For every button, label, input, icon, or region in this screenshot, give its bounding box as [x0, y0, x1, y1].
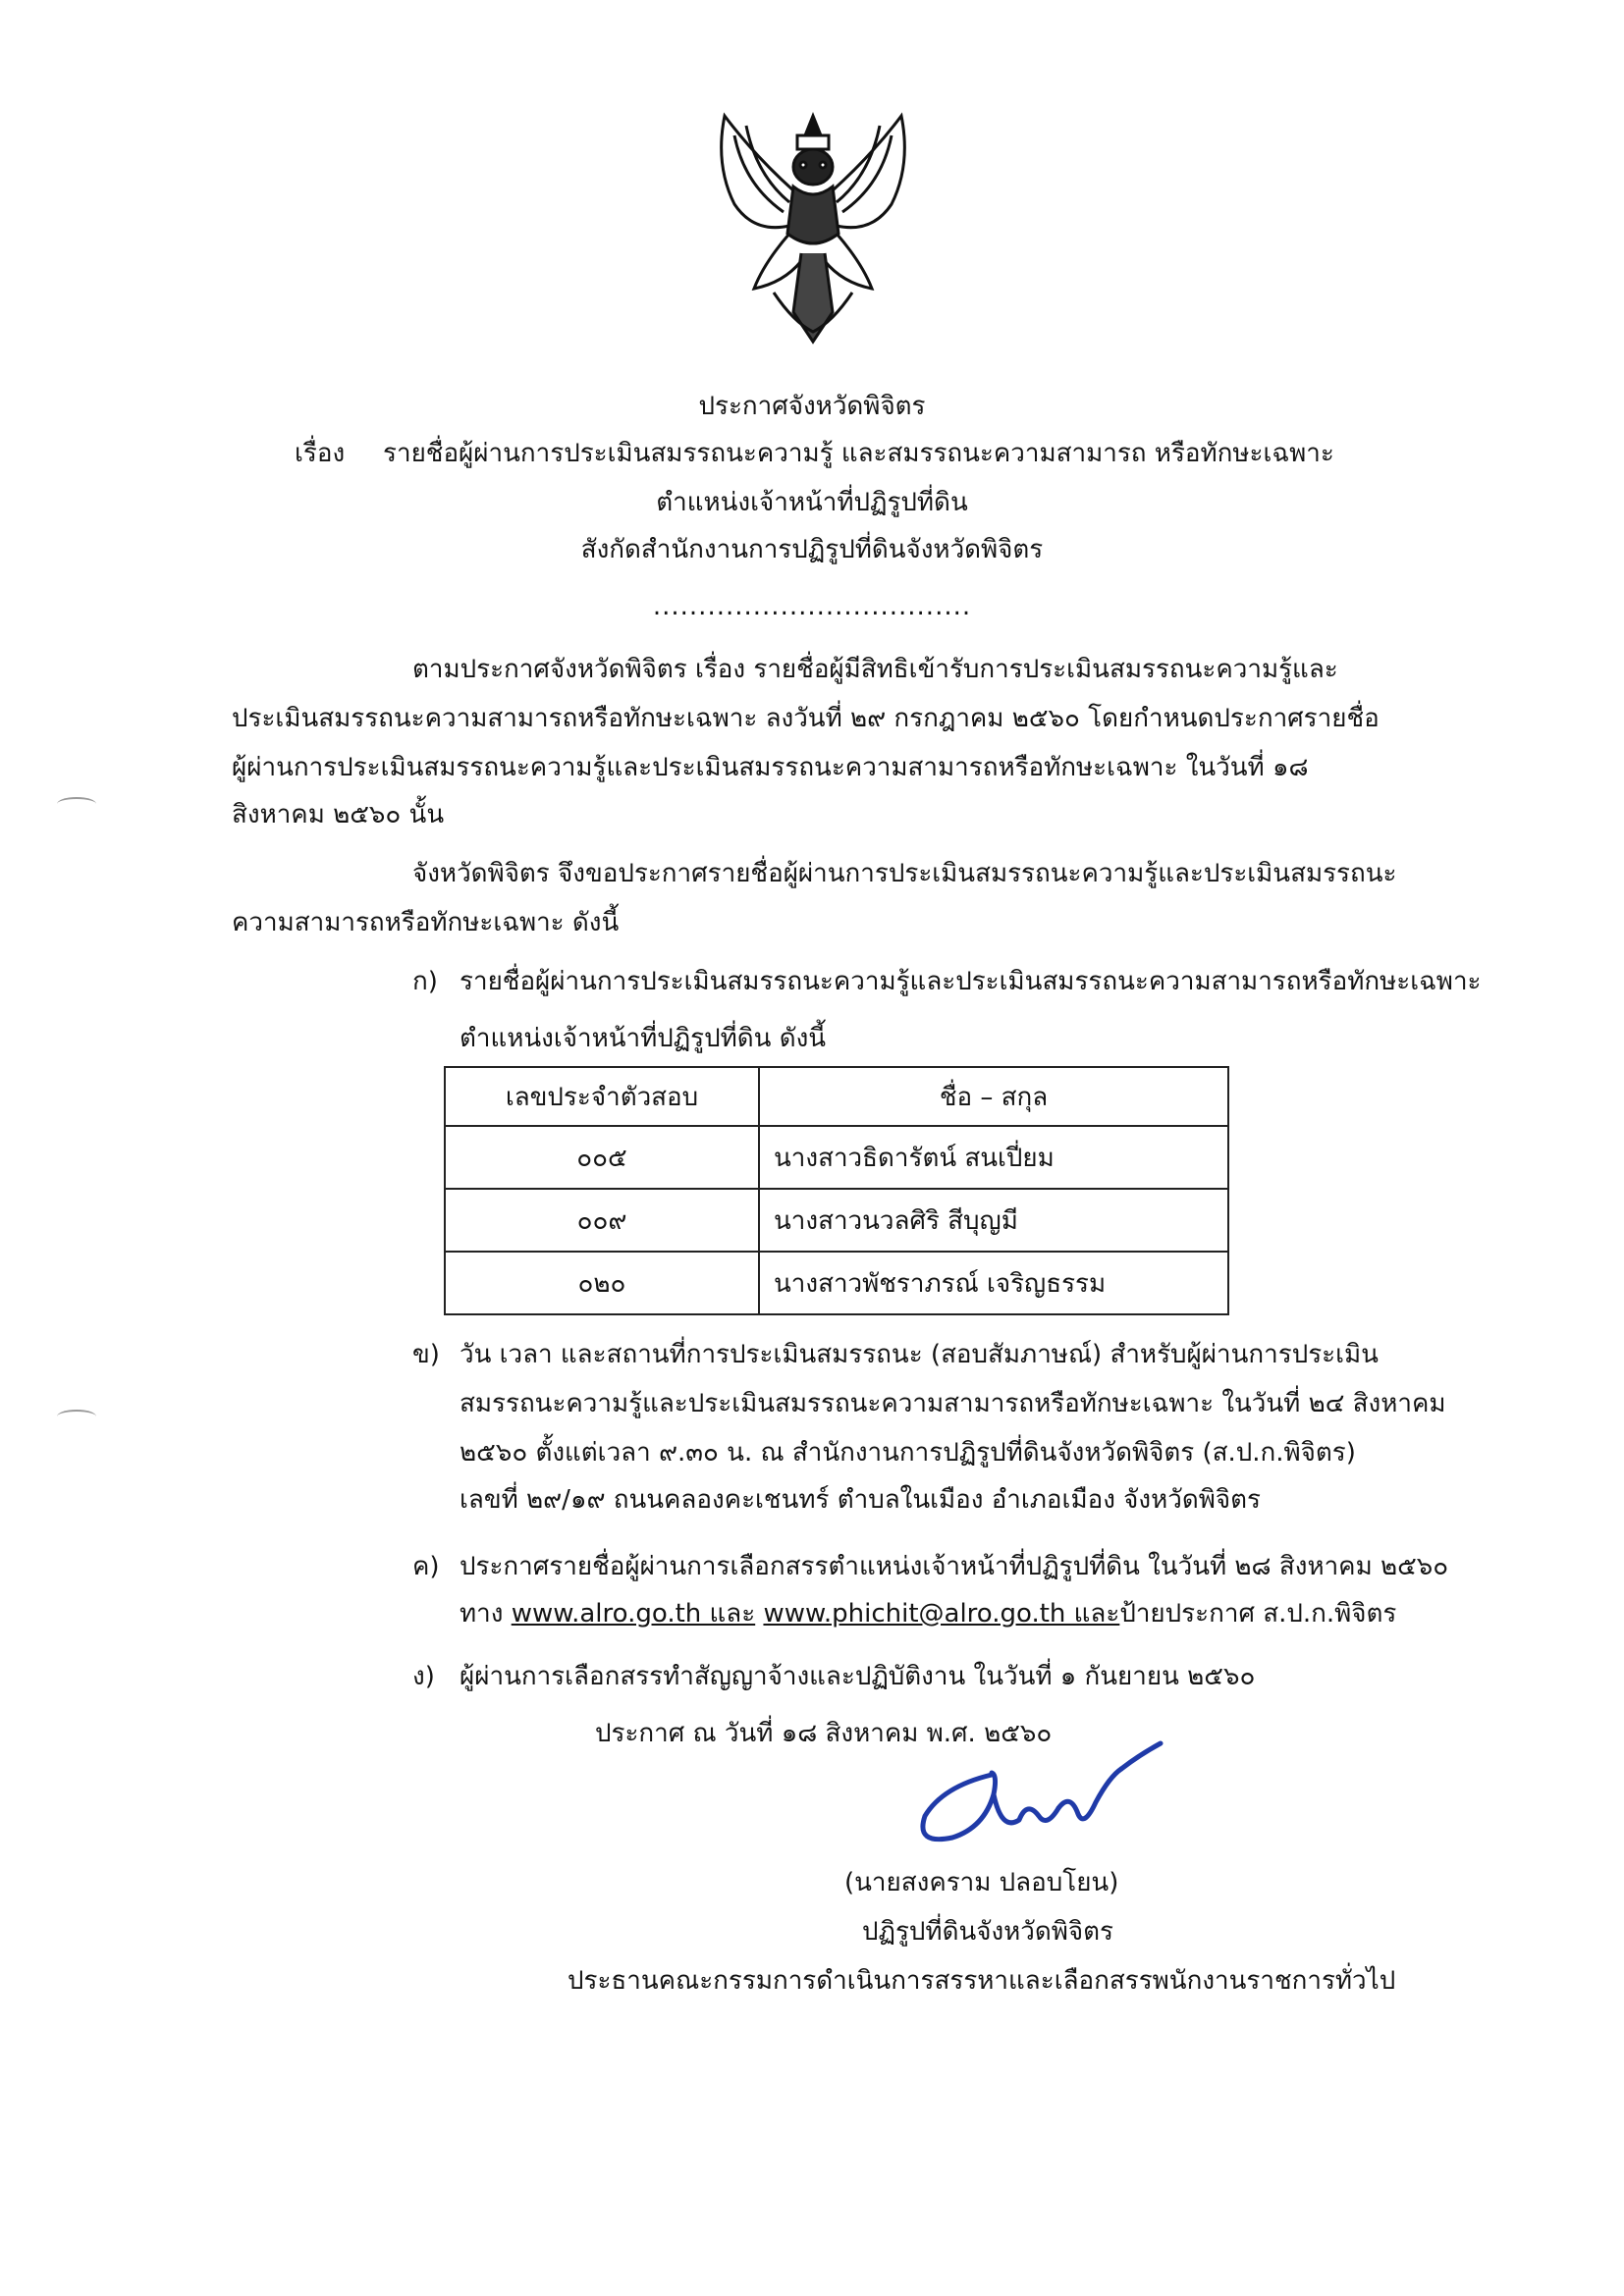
garuda-emblem-icon [695, 96, 931, 351]
subject-line-2: ตำแหน่งเจ้าหน้าที่ปฏิรูปที่ดิน [656, 488, 968, 517]
item-b-line-3: ๒๕๖๐ ตั้งแต่เวลา ๙.๓๐ น. ณ สำนักงานการปฏิรูปที่ดินจังหวัดพิจิตร (ส.ป.ก.พิจิตร) [460, 1438, 1356, 1468]
full-name-cell: นางสาวพัชราภรณ์ เจริญธรรม [759, 1252, 1228, 1314]
column-header-exam-id: เลขประจำตัวสอบ [445, 1067, 759, 1126]
phichit-alro-link[interactable]: www.phichit@alro.go.th และ [763, 1599, 1120, 1629]
paragraph-1-line-1: ตามประกาศจังหวัดพิจิตร เรื่อง รายชื่อผู้มีสิทธิเข้ารับการประเมินสมรรถนะความรู้และ [412, 655, 1338, 684]
item-a-line-1: รายชื่อผู้ผ่านการประเมินสมรรถนะความรู้และประเมินสมรรถนะความสามารถหรือทักษะเฉพาะ [460, 967, 1482, 996]
item-b-line-2: สมรรถนะความรู้และประเมินสมรรถนะความสามารถหรือทักษะเฉพาะ ในวันที่ ๒๔ สิงหาคม [460, 1389, 1446, 1418]
signatory-position-2: ประธานคณะกรรมการดำเนินการสรรหาและเลือกสรรพนักงานราชการทั่วไป [568, 1966, 1396, 1996]
item-c-label: ค) [412, 1552, 440, 1581]
item-d-label: ง) [412, 1662, 435, 1691]
item-c-line-1: ประกาศรายชื่อผู้ผ่านการเลือกสรรตำแหน่งเจ้าหน้าที่ปฏิรูปที่ดิน ในวันที่ ๒๘ สิงหาคม ๒๕๖๐ [460, 1552, 1449, 1581]
passed-candidates-table [444, 1066, 1229, 1315]
item-c-line-2-suffix: ป้ายประกาศ ส.ป.ก.พิจิตร [1119, 1599, 1397, 1629]
item-c-line-2-prefix: ทาง [460, 1599, 504, 1629]
subject-label: เรื่อง [295, 439, 346, 468]
table-header-row [445, 1067, 1228, 1126]
binder-hole-mark [57, 797, 96, 811]
item-a-line-2: ตำแหน่งเจ้าหน้าที่ปฏิรูปที่ดิน ดังนี้ [460, 1024, 827, 1053]
item-b-line-4: เลขที่ ๒๙/๑๙ ถนนคลองคะเชนทร์ ตำบลในเมือง อำเภอเมือง จังหวัดพิจิตร [460, 1485, 1261, 1515]
table-row [445, 1252, 1228, 1314]
item-d-line-1: ผู้ผ่านการเลือกสรรทำสัญญาจ้างและปฏิบัติงาน ในวันที่ ๑ กันยายน ๒๕๖๐ [460, 1662, 1256, 1691]
paragraph-1-line-2: ประเมินสมรรถนะความสามารถหรือทักษะเฉพาะ ลงวันที่ ๒๙ กรกฎาคม ๒๕๖๐ โดยกำหนดประกาศรายชื่อ [232, 704, 1380, 733]
alro-website-link[interactable]: www.alro.go.th และ [511, 1599, 756, 1629]
signatory-name: (นายสงคราม ปลอบโยน) [844, 1868, 1119, 1897]
paragraph-2-line-1: จังหวัดพิจิตร จึงขอประกาศรายชื่อผู้ผ่านการประเมินสมรรถนะความรู้และประเมินสมรรถนะ [412, 859, 1397, 888]
header-divider: ................................... [652, 592, 972, 621]
item-b-line-1: วัน เวลา และสถานที่การประเมินสมรรถนะ (สอบสัมภาษณ์) สำหรับผู้ผ่านการประเมิน [460, 1340, 1379, 1369]
handwritten-signature [903, 1718, 1188, 1855]
signatory-position-1: ปฏิรูปที่ดินจังหวัดพิจิตร [862, 1917, 1114, 1947]
table-row [445, 1189, 1228, 1252]
exam-id-cell: ๐๐๙ [445, 1189, 759, 1252]
item-c-line-2 [460, 1596, 1396, 1631]
exam-id-cell: ๐๐๕ [445, 1126, 759, 1189]
column-header-full-name: ชื่อ – สกุล [759, 1067, 1228, 1126]
item-a-label: ก) [412, 967, 438, 996]
item-b-label: ข) [412, 1340, 440, 1369]
paragraph-1-line-3: ผู้ผ่านการประเมินสมรรถนะความรู้และประเมินสมรรถนะความสามารถหรือทักษะเฉพาะ ในวันที่ ๑๘ [232, 753, 1309, 782]
subject-line-1: รายชื่อผู้ผ่านการประเมินสมรรถนะความรู้ และสมรรถนะความสามารถ หรือทักษะเฉพาะ [383, 439, 1334, 468]
full-name-cell: นางสาวธิดารัตน์ สนเปี่ยม [759, 1126, 1228, 1189]
announcement-date: ประกาศ ณ วันที่ ๑๘ สิงหาคม พ.ศ. ๒๕๖๐ [595, 1719, 1053, 1748]
paragraph-2-line-2: ความสามารถหรือทักษะเฉพาะ ดังนี้ [232, 908, 620, 937]
paragraph-1-line-4: สิงหาคม ๒๕๖๐ นั้น [232, 800, 445, 829]
binder-hole-mark [57, 1410, 96, 1423]
subject-line-3: สังกัดสำนักงานการปฏิรูปที่ดินจังหวัดพิจิตร [580, 535, 1044, 564]
table-row [445, 1126, 1228, 1189]
full-name-cell: นางสาวนวลศิริ สีบุญมี [759, 1189, 1228, 1252]
document-title: ประกาศจังหวัดพิจิตร [698, 392, 926, 421]
exam-id-cell: ๐๒๐ [445, 1252, 759, 1314]
